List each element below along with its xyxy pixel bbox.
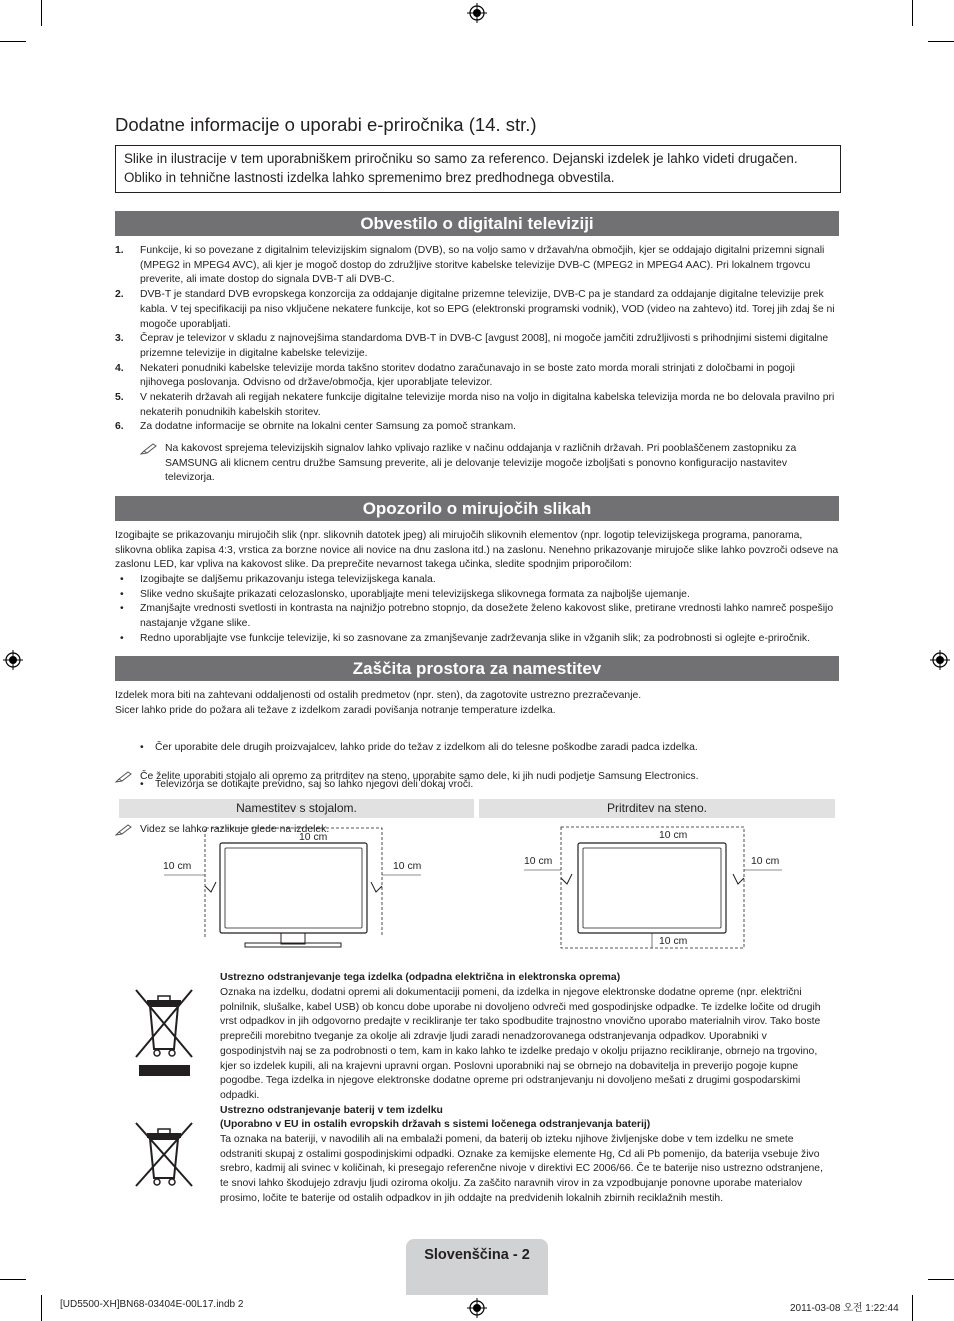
- page-number-label: Slovenščina - 2: [424, 1247, 530, 1263]
- print-slug-file: [UD5500-XH]BN68-03404E-00L17.indb 2: [60, 1299, 244, 1310]
- list-item: • Čer uporabite dele drugih proizvajalcev, lahko pride do težav z izdelkom ali do telesne poškodbe zaradi padca izdelka.: [140, 742, 698, 753]
- list-item: • Televizorja se dotikajte previdno, saj so lahko njegovi deli dokaj vroči.: [140, 779, 474, 790]
- list-item: • Izogibajte se daljšemu prikazovanju istega televizijskega kanala.: [120, 574, 436, 585]
- dimension-top-stand: 10 cm: [299, 832, 328, 843]
- list-item: 1. Funkcije, ki so povezane z digitalnim televizijskim signalom (DVB), so na voljo samo v državah/na območjih, kjer se oddajajo digitalni prizemni signali (MPEG2 in MPEG4 AVC), ali kjer je mogoč dostop do združljive storitve kabelske televizije DVB-C (MPEG2 in MPEG4 AAC). Pri lokalnem trgovcu preverite, ali imate dostop do signala DVB-T ali DVB-C.: [115, 245, 825, 286]
- list-item: • Slike vedno skušajte prikazati celozaslonsko, uporabljajte meni televizijskega slikovnega formata za najboljše ujemanje.: [120, 588, 690, 600]
- crop-mark: [912, 1295, 913, 1321]
- weee-title: Ustrezno odstranjevanje tega izdelka (odpadna električna in elektronska oprema): [220, 972, 621, 983]
- list-item: 5. V nekaterih državah ali regijah nekatere funkcije digitalne televizije morda niso na voljo in digitalna kabelska televizija morda ne bo delovala pravilno pri nekaterih ponudnikih kabelskih storitev.: [115, 392, 835, 418]
- installation-line-2: Sicer lahko pride do požara ali težave z izdelkom zaradi povišanja notranje temperature izdelka.: [115, 705, 556, 716]
- registration-mark-icon: [467, 1298, 487, 1318]
- battery-subtitle: (Uporabno v EU in ostalih evropskih državah s sistemi ločenega odstranjevanja baterij): [220, 1119, 651, 1130]
- caption-stand-install: Namestitev s stojalom.: [119, 799, 474, 818]
- registration-mark-icon: [930, 650, 950, 670]
- crossed-bin-icon: [133, 985, 195, 1079]
- crop-mark: [0, 41, 26, 42]
- crop-mark: [912, 0, 913, 26]
- crop-mark: [928, 1279, 954, 1280]
- caption-wall-mount: Pritrditev na steno.: [479, 799, 835, 818]
- list-item: • Zmanjšajte vrednosti svetlosti in kontrasta na najnižjo potrebno stopnjo, da dosežete želeno kakovost slike, pretirane vrednosti lahko namreč pospešijo nastajanje vžgane slike.: [120, 603, 834, 630]
- note-pencil-icon: [140, 443, 158, 455]
- list-item: 3. Čeprav je televizor v skladu z najnovejšima standardoma DVB-T in DVB-C [avgust 2008], ni mogoče jamčiti združljivosti s prihodnjimi sistemi digitalne prizemne televizije in digitalne kabelske televizije.: [115, 333, 829, 359]
- print-slug-date: 2011-03-08 오전 1:22:44: [790, 1303, 899, 1314]
- registration-mark-icon: [467, 3, 487, 23]
- installation-note-2-list: [115, 778, 839, 793]
- stand-install-diagram: [119, 820, 475, 950]
- battery-crossed-bin-icon: [133, 1120, 195, 1190]
- section-heading-still-image: Opozorilo o mirujočih slikah: [115, 496, 839, 521]
- crop-mark: [0, 1279, 26, 1280]
- list-item: 6. Za dodatne informacije se obrnite na lokalni center Samsung za pomoč strankam.: [115, 421, 516, 433]
- crop-mark: [41, 0, 42, 26]
- dimension-top-wall: 10 cm: [659, 830, 688, 841]
- installation-note-1: Če želite uporabiti stojalo ali opremo za pritrditev na steno, uporabite samo dele, ki jih nudi podjetje Samsung Electronics.: [115, 770, 840, 785]
- still-image-intro: Izogibajte se prikazovanju mirujočih slik (npr. slikovnih datotek jpeg) ali mirujočih slikovnih elementov (npr. logotip televizijskega programa, panorama, slikovna oblika zapisa 4:3, vrstica za borzne novice ali novice na dnu zaslona itd.) na zaslonu. Nenehno prikazovanje mirujoče slike lahko povzroči odseve na zaslonu LED, kar vpliva na kakovost slike. Da preprečite nevarnost takega učinka, sledite spodnjim priporočilom:: [115, 530, 839, 571]
- crop-mark: [928, 41, 954, 42]
- list-item: 2. DVB-T je standard DVB evropskega konzorcija za oddajanje digitalne prizemne televizije, DVB-C pa je standard za oddajanje digitalne televizije prek kabla. V tej specifikaciji pa niso vključene nekatere funkcije, kot so EPG (elektronski programski vodnik), VOD (video na zahtevo) itd. Torej jih zdaj še ni mogoče uporabljati.: [115, 289, 835, 330]
- installation-note-2: Videz se lahko razlikuje glede na izdelek.: [115, 823, 840, 838]
- intro-notice-box: Slike in ilustracije v tem uporabniškem priročniku so samo za referenco. Dejanski izdelek je lahko videti drugačen. Obliko in tehnične lastnosti izdelka lahko spremenimo brez predhodnega obvestila.: [115, 145, 841, 193]
- dimension-bottom-wall: 10 cm: [659, 936, 688, 947]
- page-number-badge: [406, 1239, 548, 1295]
- still-image-list: [115, 573, 839, 647]
- battery-body: Ta oznaka na bateriji, v navodilih ali na embalaži pomeni, da baterij ob izteku njihove življenjske dobe v tem izdelku ne smete odstraniti skupaj z ostalimi gospodinjskimi odpadki. Oznake za kemijske elemente Hg, Cd ali Pb pomenijo, da baterija vsebuje živo srebro, kadmij ali svinec v količinah, ki presegajo referenčne nivoje v direktivi EC 2006/66. Če te baterije niso ustrezno odstranjene, te snovi lahko škodujejo zdravju ljudi oziroma okolju. Za zaščito naravnih virov in za vzpodbujanje ponovne uporabe materialov prosimo, ločite te baterije od ostalih odpadkov in jih oddajte na predvidenih lokalnih zbirnih reciklažnih mestih.: [220, 1134, 823, 1204]
- digital-tv-list: [115, 244, 839, 435]
- dimension-right-wall: 10 cm: [751, 856, 780, 867]
- dimension-right-stand: 10 cm: [393, 861, 422, 872]
- section-heading-installation-space: Zaščita prostora za namestitev: [115, 656, 839, 681]
- list-item: 4. Nekateri ponudniki kabelske televizije morda takšno storitev dodatno zaračunavajo in se boste zato morda morali strinjati z določbami in pogoji njihovega poslovanja. Odvisno od države/območja, kjer uporabljate televizor.: [115, 362, 795, 389]
- section-heading-digital-tv: Obvestilo o digitalni televiziji: [115, 211, 839, 236]
- weee-body: Oznaka na izdelku, dodatni opremi ali dokumentaciji pomeni, da izdelka in njegove elektronske dodatne opreme (npr. električni polnilnik, slušalke, kabel USB) ob koncu dobe uporabe ni dovoljeno odvreči med gospodinjske odpadke. Te izdelke ločite od drugih vrst odpadkov in jih odgovorno predajte v recikliranje ter tako spodbudite trajnostno vnovično uporabo materialnih virov. Tako boste preprečili morebitno tveganje za okolje ali zdravje ljudi zaradi nenadzorovanega odstranjevanja odpadkov. Uporabniki v gospodinjstvih naj se za podrobnosti o tem, kam in kako lahko te izdelke predajo v okolju prijazno recikliranje, obrnejo na trgovino, kjer so izdelek kupili, ali na krajevni upravni organ. Poslovni uporabniki naj se obrnejo na dobavitelja in preverijo pogoje kupne pogodbe. Tega izdelka in njegove elektronske dodatne opreme pri odstranjevanju ni dovoljeno mešati z drugimi gospodarskimi odpadki.: [220, 987, 821, 1101]
- page-title: Dodatne informacije o uporabi e-priročnika (14. str.): [115, 114, 537, 135]
- registration-mark-icon: [3, 650, 23, 670]
- dimension-left-stand: 10 cm: [163, 861, 192, 872]
- installation-note-1-list: [115, 741, 839, 756]
- list-item: • Redno uporabljajte vse funkcije televizije, ki so zasnovane za zmanjševanje zadrževanja slike in vžganih slik; za podrobnosti si oglejte e-priročnik.: [120, 632, 810, 644]
- installation-line-1: Izdelek mora biti na zahtevani oddaljenosti od ostalih predmetov (npr. sten), da zagotovite ustrezno prezračevanje.: [115, 690, 642, 701]
- digital-tv-note: Na kakovost sprejema televizijskih signalov lahko vplivajo razlike v načinu oddajanja v različnih državah. Pri pooblaščenem zastopniku za SAMSUNG ali klicnem centru družbe Samsung preverite, ali je delovanje televizije mogoče izboljšati s ponovno konfiguracijo nastavitev televizorja.: [140, 442, 839, 486]
- crop-mark: [41, 1295, 42, 1321]
- dimension-left-wall: 10 cm: [524, 856, 553, 867]
- battery-title: Ustrezno odstranjevanje baterij v tem izdelku: [220, 1105, 443, 1116]
- wall-mount-diagram: [479, 820, 835, 950]
